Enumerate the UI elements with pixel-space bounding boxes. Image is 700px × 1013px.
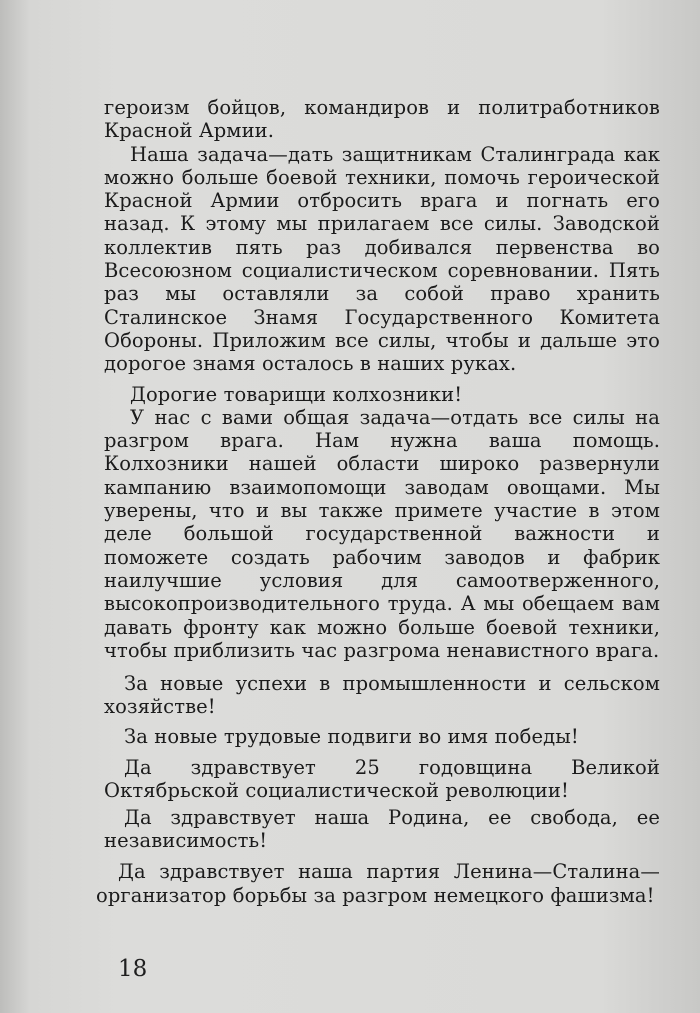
paragraph-task: Наша задача—дать защитникам Сталинграда как можно больше боевой техники, помочь героической Красной Армии отбросить врага и погнать его назад. К этому мы прилагаем все силы. Заводской коллектив пять раз добивался первенства во Всесоюзном социалистическом соревновании. Пять раз мы оставляли за собой право хранить Сталинское Знамя Государственного Комитета Обороны. Приложим все силы, чтобы и дальше это дорогое знамя осталось в наших руках. (104, 142, 660, 376)
slogan-industry: За новые успехи в промышленности и сельском хозяйстве! (104, 672, 660, 719)
slogan-motherland: Да здравствует наша Родина, ее свобода, ее независимость! (104, 805, 660, 852)
paragraph-common-task: У нас с вами общая задача—отдать все силы на разгром врага. Нам нужна ваша помощь. Колхозники нашей области широко развернули кампанию взаимопомощи заводам овощами. Мы уверены, что и вы также примете участие в этом деле большой государственной важности и поможете создать рабочим заводов и фабрик наилучшие условия для самоотверженного, высокопроизводительного труда. А мы обещаем вам давать фронту как можно больше боевой техники, чтобы приблизить час разгрома ненавистного врага. (104, 405, 660, 662)
slogan-labor: За новые трудовые подвиги во имя победы! (124, 724, 579, 748)
paragraph-continuation: героизм бойцов, командиров и политработников Красной Армии. (104, 96, 660, 143)
slogan-party: Да здравствует наша партия Ленина—Сталина—организатор борьбы за разгром немецкого фашизма! (96, 860, 660, 907)
page-number: 18 (118, 956, 148, 982)
slogan-anniversary: Да здравствует 25 годовщина Великой Октябрьской социалистической революции! (104, 756, 660, 803)
body-text (96, 96, 660, 907)
paragraph-address: Дорогие товарищи колхозники! (130, 382, 463, 406)
